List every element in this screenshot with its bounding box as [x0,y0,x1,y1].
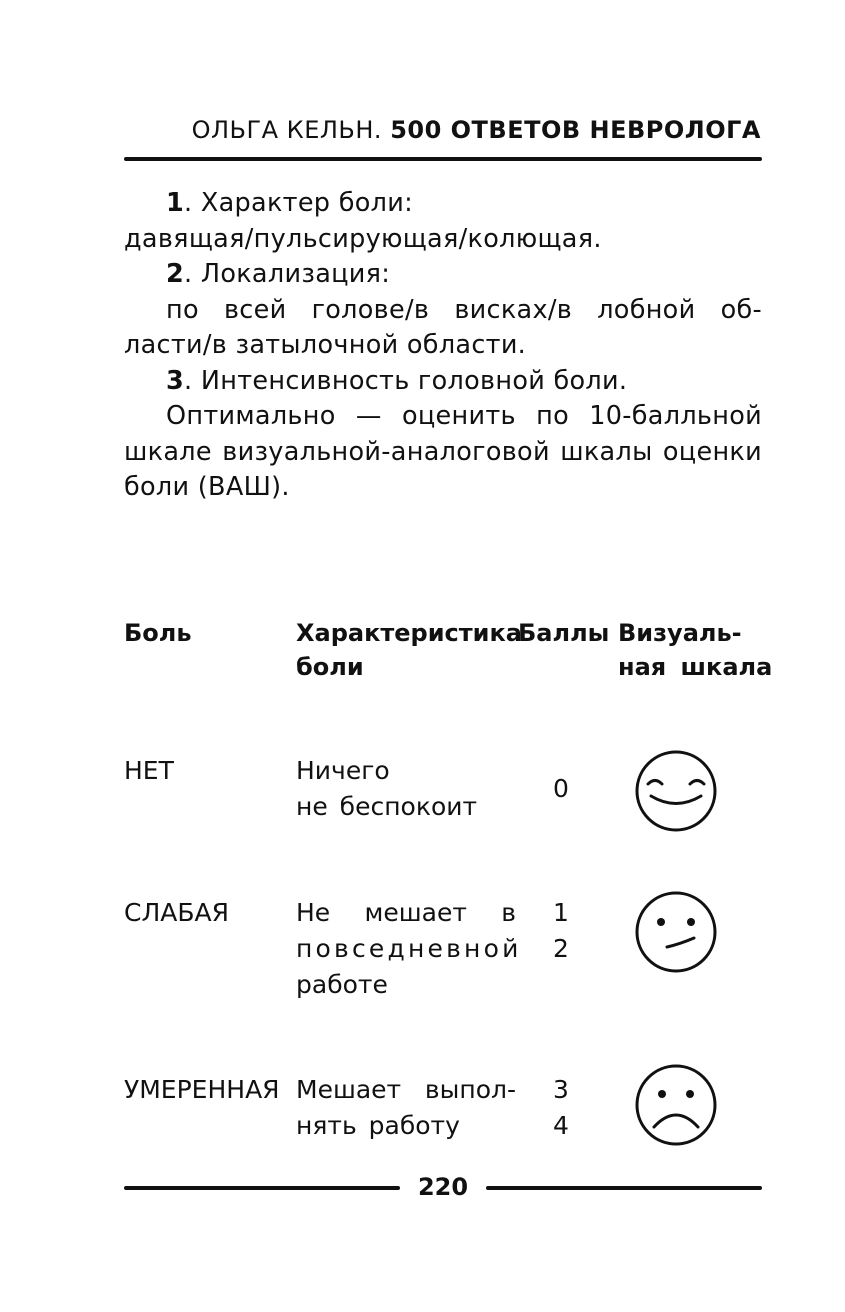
header-scale-line-1: Визуаль- [618,619,742,647]
row-1-description [296,753,477,825]
header-scale-line-2: ная шкала [618,653,773,681]
item-2-heading [124,257,762,293]
row-2-pain: СЛАБАЯ [124,898,229,927]
row-2-desc-line-2: повседневной [296,934,522,963]
row-3-points [546,1072,576,1144]
header-visual-scale [618,616,772,684]
row-3-point-1: 3 [553,1075,569,1104]
header-characteristic-line-1: Характеристика [296,619,522,647]
row-3-pain: УМЕРЕННАЯ [124,1075,280,1104]
item-1-heading [124,186,762,222]
header-characteristic [296,616,522,684]
header-rule [124,157,762,161]
header-author: ОЛЬГА КЕЛЬН. [191,116,383,144]
header-book-title: 500 ОТВЕТОВ НЕВРОЛОГА [390,116,761,144]
item-1-number: 1 [166,188,185,218]
frowning-face-icon [634,1063,718,1147]
row-3-desc-line-2: нять работу [296,1111,460,1140]
header-pain: Боль [124,619,192,647]
footer-rule-left [124,1186,400,1190]
row-3-description [296,1072,516,1144]
item-2-text-line-2: ласти/в затылочной области. [124,330,527,360]
item-3-number: 3 [166,365,185,396]
row-2-point-2: 2 [553,934,569,963]
body-text [124,186,762,506]
item-1-label: . Характер боли: [184,188,413,218]
row-1-desc-line-2: не беспокоит [296,792,478,821]
row-3-point-2: 4 [553,1111,569,1140]
header-points: Баллы [518,619,610,647]
row-1-pain: НЕТ [124,756,174,785]
neutral-face-icon [634,890,718,974]
paragraph-line-3: боли (ВАШ). [124,472,290,502]
header-characteristic-line-2: боли [296,653,364,681]
item-3-heading [124,364,762,400]
page-number: 220 [417,1173,469,1201]
row-2-description [296,895,522,1003]
paragraph-line-1: Оптимально — оценить по 10-балльной [166,401,762,431]
footer-rule-right [486,1186,762,1190]
item-3-label: . Интенсивность головной боли. [184,365,628,396]
paragraph-line-2: шкале визуальной-аналоговой шкалы оценки [124,436,762,467]
row-3-desc-line-1: Мешает выпол- [296,1075,516,1104]
row-2-point-1: 1 [553,898,569,927]
item-2-number: 2 [166,259,185,289]
smiling-face-icon [634,749,718,833]
item-2-label: . Локализация: [184,259,391,289]
row-2-desc-line-3: работе [296,970,388,999]
running-head [124,116,761,144]
row-2-points [546,895,576,967]
item-2-text-line-1: по всей голове/в висках/в лобной об- [166,294,762,325]
row-2-desc-line-1: Не мешает в [296,898,516,927]
item-1-text: давящая/пульсирующая/колющая. [124,223,602,254]
row-1-desc-line-1: Ничего [296,756,390,785]
row-1-points: 0 [553,774,569,803]
